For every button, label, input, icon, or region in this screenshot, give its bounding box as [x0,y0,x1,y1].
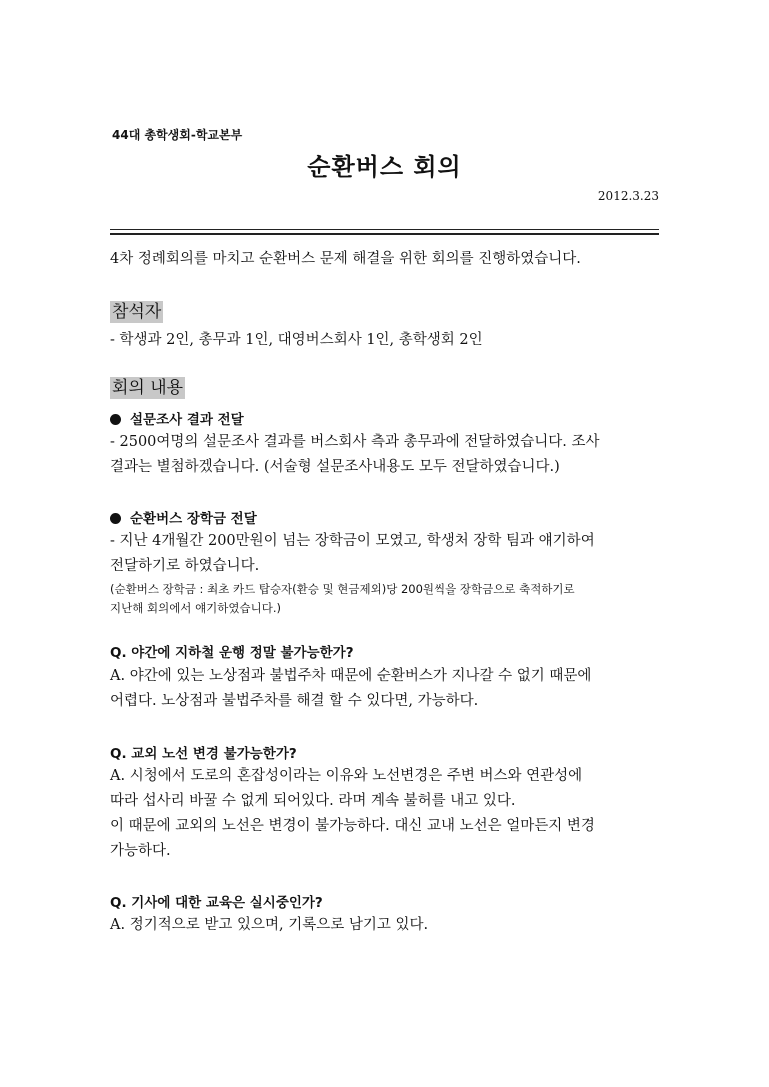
bullet-scholarship [110,507,257,527]
bullet-icon [110,513,121,524]
answer-1-line-1: A. 야간에 있는 노상점과 불법주차 때문에 순환버스가 지나갈 수 없기 때문에 [110,668,592,684]
answer-2-line-1: A. 시청에서 도로의 혼잡성이라는 이유와 노선변경은 주변 버스와 연관성에 [110,768,583,784]
question-1: Q. 야간에 지하철 운행 정말 불가능한가? [110,645,354,661]
page-title: 순환버스 회의 [307,153,462,181]
survey-line-1: - 2500여명의 설문조사 결과를 버스회사 측과 총무과에 전달하였습니다. 조사 [110,434,600,450]
bullet-icon [110,414,121,425]
question-2: Q. 교외 노선 변경 불가능한가? [110,746,297,762]
bullet-survey-title: 설문조사 결과 전달 [130,412,244,428]
bullet-survey [110,408,244,428]
answer-1-line-2: 어렵다. 노상점과 불법주차를 해결 할 수 있다면, 가능하다. [110,693,479,709]
scholarship-note-2: 지난해 회의에서 얘기하였습니다.) [110,601,281,615]
scholarship-line-2: 전달하기로 하였습니다. [110,558,260,574]
answer-2-line-2: 따라 섭사리 바꿀 수 없게 되어있다. 라며 계속 불허를 내고 있다. [110,793,516,809]
survey-line-2: 결과는 별첨하겠습니다. (서술형 설문조사내용도 모두 전달하였습니다.) [110,459,560,475]
question-3: Q. 기사에 대한 교육은 실시중인가? [110,895,323,911]
answer-3-line-1: A. 정기적으로 받고 있으며, 기록으로 남기고 있다. [110,917,429,933]
bullet-scholarship-title: 순환버스 장학금 전달 [130,511,257,527]
document-date: 2012.3.23 [597,189,659,203]
organization-label: 44대 총학생회-학교본부 [112,128,243,142]
attendees-text: - 학생과 2인, 총무과 1인, 대영버스회사 1인, 총학생회 2인 [110,332,483,348]
scholarship-line-1: - 지난 4개월간 200만원이 넘는 장학금이 모였고, 학생처 장학 팀과 얘기하여 [110,533,595,549]
answer-2-line-3: 이 때문에 교외의 노선은 변경이 불가능하다. 대신 교내 노선은 얼마든지 변경 [110,818,595,834]
content-heading: 회의 내용 [112,378,184,398]
scholarship-note-1: (순환버스 장학금 : 최초 카드 탑승자(환승 및 현금제외)당 200원씩을 장학금으로 축적하기로 [110,582,575,596]
answer-2-line-4: 가능하다. [110,843,171,859]
intro-text: 4차 정례회의를 마치고 순환버스 문제 해결을 위한 회의를 진행하였습니다. [110,251,581,267]
header-divider-thin [110,229,659,230]
header-divider-thick [110,233,659,235]
attendees-heading: 참석자 [112,302,162,322]
